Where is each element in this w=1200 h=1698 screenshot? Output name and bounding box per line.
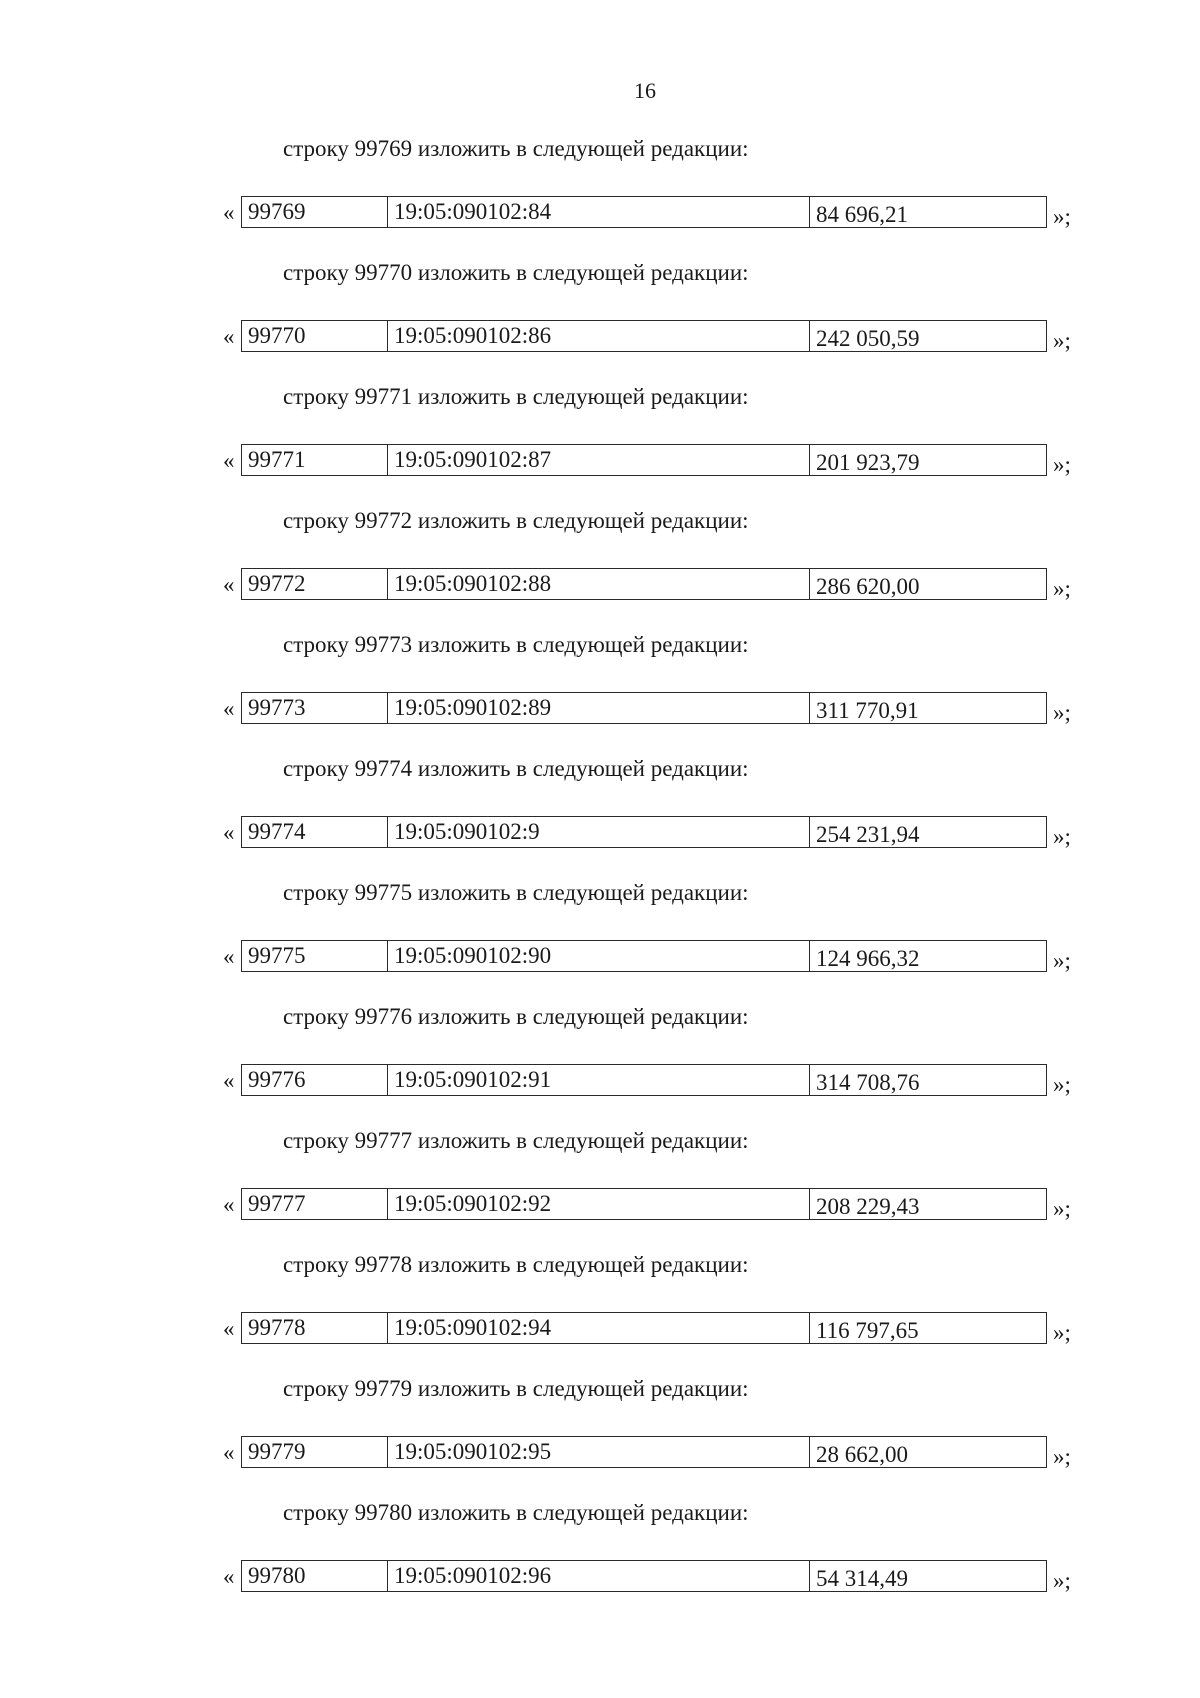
closing-quote: »; <box>1053 700 1071 725</box>
table-row-cells <box>241 568 1047 600</box>
value-cell: 314 708,76 <box>816 1070 920 1095</box>
cadastral-number-cell: 19:05:090102:94 <box>388 1313 810 1343</box>
amendment-caption: строку 99774 изложить в следующей редакции: <box>283 756 749 781</box>
value-cell: 28 662,00 <box>816 1442 908 1467</box>
cadastral-number-cell: 19:05:090102:9 <box>388 817 810 847</box>
row-number-cell: 99779 <box>242 1437 388 1467</box>
value-cell: 116 797,65 <box>816 1318 919 1343</box>
table-row <box>223 1312 1083 1346</box>
amendment-entry <box>0 738 1200 862</box>
amendment-caption: строку 99771 изложить в следующей редакции: <box>283 384 749 409</box>
amendment-caption: строку 99777 изложить в следующей редакции: <box>283 1128 749 1153</box>
row-number-cell: 99774 <box>242 817 388 847</box>
amendment-caption: строку 99780 изложить в следующей редакции: <box>283 1500 749 1525</box>
row-number-cell: 99776 <box>242 1065 388 1095</box>
closing-quote: »; <box>1053 1072 1071 1097</box>
table-row <box>223 692 1083 726</box>
row-number-cell: 99771 <box>242 445 388 475</box>
opening-quote: « <box>223 1564 235 1589</box>
amendment-entry <box>0 1358 1200 1482</box>
table-row <box>223 444 1083 478</box>
table-row <box>223 1436 1083 1470</box>
cadastral-number-cell: 19:05:090102:90 <box>388 941 810 971</box>
cadastral-number-cell: 19:05:090102:86 <box>388 321 810 351</box>
amendment-caption: строку 99769 изложить в следующей редакции: <box>283 136 749 161</box>
table-row-cells <box>241 940 1047 972</box>
row-number-cell: 99780 <box>242 1561 388 1591</box>
opening-quote: « <box>223 200 235 225</box>
value-cell: 254 231,94 <box>816 822 920 847</box>
amendment-caption: строку 99775 изложить в следующей редакции: <box>283 880 749 905</box>
cadastral-number-cell: 19:05:090102:87 <box>388 445 810 475</box>
value-cell: 242 050,59 <box>816 326 920 351</box>
row-number-cell: 99770 <box>242 321 388 351</box>
table-row-cells <box>241 1188 1047 1220</box>
closing-quote: »; <box>1053 1320 1071 1345</box>
table-row <box>223 1188 1083 1222</box>
table-row <box>223 196 1083 230</box>
table-row-cells <box>241 1312 1047 1344</box>
closing-quote: »; <box>1053 204 1071 229</box>
table-row <box>223 940 1083 974</box>
table-row <box>223 568 1083 602</box>
opening-quote: « <box>223 1068 235 1093</box>
table-row-cells <box>241 1064 1047 1096</box>
amendment-caption: строку 99776 изложить в следующей редакции: <box>283 1004 749 1029</box>
amendment-caption: строку 99779 изложить в следующей редакции: <box>283 1376 749 1401</box>
row-number-cell: 99777 <box>242 1189 388 1219</box>
row-number-cell: 99775 <box>242 941 388 971</box>
opening-quote: « <box>223 448 235 473</box>
amendment-entry <box>0 614 1200 738</box>
amendment-entry <box>0 118 1200 242</box>
cadastral-number-cell: 19:05:090102:89 <box>388 693 810 723</box>
closing-quote: »; <box>1053 824 1071 849</box>
closing-quote: »; <box>1053 576 1071 601</box>
table-row <box>223 1064 1083 1098</box>
closing-quote: »; <box>1053 1196 1071 1221</box>
opening-quote: « <box>223 1192 235 1217</box>
amendment-entry <box>0 1234 1200 1358</box>
amendment-entry <box>0 1482 1200 1606</box>
closing-quote: »; <box>1053 328 1071 353</box>
table-row <box>223 816 1083 850</box>
page-number: 16 <box>634 78 656 103</box>
row-number-cell: 99773 <box>242 693 388 723</box>
closing-quote: »; <box>1053 452 1071 477</box>
closing-quote: »; <box>1053 948 1071 973</box>
opening-quote: « <box>223 324 235 349</box>
closing-quote: »; <box>1053 1568 1071 1593</box>
amendment-entry <box>0 1110 1200 1234</box>
table-row <box>223 1560 1083 1594</box>
amendment-entry <box>0 490 1200 614</box>
amendment-entry <box>0 862 1200 986</box>
value-cell: 124 966,32 <box>816 946 920 971</box>
table-row-cells <box>241 816 1047 848</box>
table-row-cells <box>241 1560 1047 1592</box>
value-cell: 286 620,00 <box>816 574 920 599</box>
opening-quote: « <box>223 820 235 845</box>
closing-quote: »; <box>1053 1444 1071 1469</box>
opening-quote: « <box>223 572 235 597</box>
row-number-cell: 99772 <box>242 569 388 599</box>
row-number-cell: 99778 <box>242 1313 388 1343</box>
value-cell: 311 770,91 <box>816 698 919 723</box>
table-row-cells <box>241 444 1047 476</box>
cadastral-number-cell: 19:05:090102:92 <box>388 1189 810 1219</box>
opening-quote: « <box>223 944 235 969</box>
opening-quote: « <box>223 696 235 721</box>
row-number-cell: 99769 <box>242 197 388 227</box>
value-cell: 201 923,79 <box>816 450 920 475</box>
value-cell: 208 229,43 <box>816 1194 920 1219</box>
table-row-cells <box>241 692 1047 724</box>
amendment-entry <box>0 366 1200 490</box>
amendment-caption: строку 99772 изложить в следующей редакции: <box>283 508 749 533</box>
value-cell: 54 314,49 <box>816 1566 908 1591</box>
opening-quote: « <box>223 1316 235 1341</box>
amendment-entry <box>0 986 1200 1110</box>
table-row-cells <box>241 320 1047 352</box>
cadastral-number-cell: 19:05:090102:84 <box>388 197 810 227</box>
cadastral-number-cell: 19:05:090102:96 <box>388 1561 810 1591</box>
opening-quote: « <box>223 1440 235 1465</box>
table-row <box>223 320 1083 354</box>
table-row-cells <box>241 1436 1047 1468</box>
amendment-caption: строку 99778 изложить в следующей редакции: <box>283 1252 749 1277</box>
amendment-caption: строку 99773 изложить в следующей редакции: <box>283 632 749 657</box>
cadastral-number-cell: 19:05:090102:88 <box>388 569 810 599</box>
cadastral-number-cell: 19:05:090102:91 <box>388 1065 810 1095</box>
amendment-entry <box>0 242 1200 366</box>
amendment-list <box>0 118 1200 1606</box>
cadastral-number-cell: 19:05:090102:95 <box>388 1437 810 1467</box>
value-cell: 84 696,21 <box>816 202 908 227</box>
table-row-cells <box>241 196 1047 228</box>
amendment-caption: строку 99770 изложить в следующей редакции: <box>283 260 749 285</box>
